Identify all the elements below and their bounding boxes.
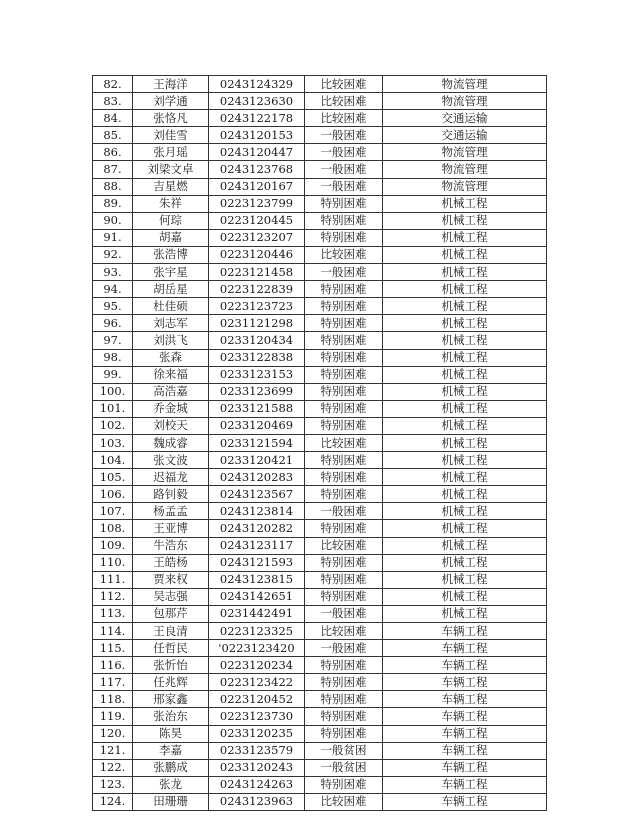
row-index-cell: 98. bbox=[93, 349, 133, 366]
student-name-cell: 吉星燃 bbox=[133, 178, 209, 195]
student-name-cell: 刘志军 bbox=[133, 315, 209, 332]
difficulty-level-cell: 特别困难 bbox=[305, 554, 383, 571]
student-name-cell: 魏成睿 bbox=[133, 434, 209, 451]
major-cell: 物流管理 bbox=[383, 178, 547, 195]
student-name-cell: 刘洪飞 bbox=[133, 332, 209, 349]
difficulty-level-cell: 特别困难 bbox=[305, 452, 383, 469]
difficulty-level-cell: 一般贫困 bbox=[305, 742, 383, 759]
roster-body bbox=[93, 76, 547, 811]
major-cell: 机械工程 bbox=[383, 503, 547, 520]
major-cell: 车辆工程 bbox=[383, 793, 547, 810]
student-id-cell: 0243121593 bbox=[209, 554, 305, 571]
student-id-cell: '0223123420 bbox=[209, 640, 305, 657]
row-index-cell: 106. bbox=[93, 486, 133, 503]
difficulty-level-cell: 比较困难 bbox=[305, 623, 383, 640]
student-id-cell: 0243124329 bbox=[209, 76, 305, 93]
student-name-cell: 邢家鑫 bbox=[133, 691, 209, 708]
table-row bbox=[93, 469, 547, 486]
table-row bbox=[93, 127, 547, 144]
row-index-cell: 105. bbox=[93, 469, 133, 486]
table-row bbox=[93, 110, 547, 127]
major-cell: 机械工程 bbox=[383, 554, 547, 571]
difficulty-level-cell: 特别困难 bbox=[305, 417, 383, 434]
table-row bbox=[93, 486, 547, 503]
student-id-cell: 0243123630 bbox=[209, 93, 305, 110]
student-id-cell: 0243120282 bbox=[209, 520, 305, 537]
student-name-cell: 李嘉 bbox=[133, 742, 209, 759]
major-cell: 机械工程 bbox=[383, 571, 547, 588]
major-cell: 机械工程 bbox=[383, 469, 547, 486]
row-index-cell: 123. bbox=[93, 776, 133, 793]
student-id-cell: 0243123768 bbox=[209, 161, 305, 178]
major-cell: 机械工程 bbox=[383, 520, 547, 537]
major-cell: 车辆工程 bbox=[383, 759, 547, 776]
student-id-cell: 0243120447 bbox=[209, 144, 305, 161]
student-name-cell: 刘梁文卓 bbox=[133, 161, 209, 178]
student-name-cell: 王皓杨 bbox=[133, 554, 209, 571]
difficulty-level-cell: 一般贫困 bbox=[305, 759, 383, 776]
row-index-cell: 88. bbox=[93, 178, 133, 195]
major-cell: 交通运输 bbox=[383, 110, 547, 127]
difficulty-level-cell: 特别困难 bbox=[305, 315, 383, 332]
student-name-cell: 朱祥 bbox=[133, 195, 209, 212]
major-cell: 机械工程 bbox=[383, 366, 547, 383]
row-index-cell: 107. bbox=[93, 503, 133, 520]
table-row bbox=[93, 759, 547, 776]
student-id-cell: 0233123699 bbox=[209, 383, 305, 400]
student-name-cell: 田珊珊 bbox=[133, 793, 209, 810]
row-index-cell: 112. bbox=[93, 588, 133, 605]
row-index-cell: 115. bbox=[93, 640, 133, 657]
row-index-cell: 102. bbox=[93, 417, 133, 434]
row-index-cell: 113. bbox=[93, 605, 133, 622]
student-name-cell: 张文波 bbox=[133, 452, 209, 469]
student-name-cell: 乔金城 bbox=[133, 400, 209, 417]
student-id-cell: 0223123207 bbox=[209, 229, 305, 246]
major-cell: 机械工程 bbox=[383, 281, 547, 298]
major-cell: 机械工程 bbox=[383, 195, 547, 212]
major-cell: 物流管理 bbox=[383, 76, 547, 93]
student-id-cell: 0243120283 bbox=[209, 469, 305, 486]
major-cell: 车辆工程 bbox=[383, 776, 547, 793]
row-index-cell: 93. bbox=[93, 264, 133, 281]
row-index-cell: 94. bbox=[93, 281, 133, 298]
student-id-cell: 0233120235 bbox=[209, 725, 305, 742]
student-name-cell: 任兆辉 bbox=[133, 674, 209, 691]
table-row bbox=[93, 571, 547, 588]
row-index-cell: 119. bbox=[93, 708, 133, 725]
student-id-cell: 0243123567 bbox=[209, 486, 305, 503]
major-cell: 车辆工程 bbox=[383, 691, 547, 708]
student-id-cell: 0243122178 bbox=[209, 110, 305, 127]
major-cell: 机械工程 bbox=[383, 400, 547, 417]
student-id-cell: 0231121298 bbox=[209, 315, 305, 332]
table-row bbox=[93, 605, 547, 622]
table-row bbox=[93, 691, 547, 708]
major-cell: 机械工程 bbox=[383, 605, 547, 622]
student-name-cell: 贾来权 bbox=[133, 571, 209, 588]
student-id-cell: 0243120153 bbox=[209, 127, 305, 144]
difficulty-level-cell: 一般困难 bbox=[305, 127, 383, 144]
student-name-cell: 王亚博 bbox=[133, 520, 209, 537]
student-id-cell: 0233121588 bbox=[209, 400, 305, 417]
row-index-cell: 90. bbox=[93, 212, 133, 229]
student-name-cell: 张鹏成 bbox=[133, 759, 209, 776]
row-index-cell: 118. bbox=[93, 691, 133, 708]
table-row bbox=[93, 332, 547, 349]
row-index-cell: 101. bbox=[93, 400, 133, 417]
major-cell: 车辆工程 bbox=[383, 623, 547, 640]
student-name-cell: 杨孟孟 bbox=[133, 503, 209, 520]
student-name-cell: 王良清 bbox=[133, 623, 209, 640]
student-name-cell: 徐来福 bbox=[133, 366, 209, 383]
major-cell: 机械工程 bbox=[383, 588, 547, 605]
student-name-cell: 胡嘉 bbox=[133, 229, 209, 246]
major-cell: 物流管理 bbox=[383, 93, 547, 110]
row-index-cell: 117. bbox=[93, 674, 133, 691]
table-row bbox=[93, 349, 547, 366]
row-index-cell: 121. bbox=[93, 742, 133, 759]
row-index-cell: 109. bbox=[93, 537, 133, 554]
row-index-cell: 124. bbox=[93, 793, 133, 810]
row-index-cell: 87. bbox=[93, 161, 133, 178]
row-index-cell: 104. bbox=[93, 452, 133, 469]
difficulty-level-cell: 特别困难 bbox=[305, 195, 383, 212]
student-name-cell: 何琮 bbox=[133, 212, 209, 229]
student-name-cell: 张月瑶 bbox=[133, 144, 209, 161]
row-index-cell: 103. bbox=[93, 434, 133, 451]
table-row bbox=[93, 793, 547, 810]
student-id-cell: 0233120469 bbox=[209, 417, 305, 434]
difficulty-level-cell: 特别困难 bbox=[305, 229, 383, 246]
student-id-cell: 0243123814 bbox=[209, 503, 305, 520]
table-row bbox=[93, 229, 547, 246]
student-name-cell: 吴志强 bbox=[133, 588, 209, 605]
student-id-cell: 0223122839 bbox=[209, 281, 305, 298]
table-row bbox=[93, 657, 547, 674]
major-cell: 机械工程 bbox=[383, 332, 547, 349]
student-name-cell: 刘校天 bbox=[133, 417, 209, 434]
table-row bbox=[93, 503, 547, 520]
row-index-cell: 114. bbox=[93, 623, 133, 640]
difficulty-level-cell: 特别困难 bbox=[305, 520, 383, 537]
table-row bbox=[93, 537, 547, 554]
major-cell: 机械工程 bbox=[383, 383, 547, 400]
student-name-cell: 杜佳硕 bbox=[133, 298, 209, 315]
major-cell: 车辆工程 bbox=[383, 708, 547, 725]
table-row bbox=[93, 178, 547, 195]
row-index-cell: 92. bbox=[93, 246, 133, 263]
table-row bbox=[93, 588, 547, 605]
row-index-cell: 122. bbox=[93, 759, 133, 776]
table-row bbox=[93, 434, 547, 451]
student-name-cell: 任哲民 bbox=[133, 640, 209, 657]
difficulty-level-cell: 比较困难 bbox=[305, 434, 383, 451]
difficulty-level-cell: 比较困难 bbox=[305, 246, 383, 263]
major-cell: 车辆工程 bbox=[383, 640, 547, 657]
row-index-cell: 116. bbox=[93, 657, 133, 674]
difficulty-level-cell: 特别困难 bbox=[305, 588, 383, 605]
row-index-cell: 97. bbox=[93, 332, 133, 349]
table-row bbox=[93, 640, 547, 657]
difficulty-level-cell: 比较困难 bbox=[305, 793, 383, 810]
table-row bbox=[93, 554, 547, 571]
difficulty-level-cell: 一般困难 bbox=[305, 178, 383, 195]
major-cell: 机械工程 bbox=[383, 264, 547, 281]
student-id-cell: 0243120167 bbox=[209, 178, 305, 195]
difficulty-level-cell: 比较困难 bbox=[305, 537, 383, 554]
student-name-cell: 张治东 bbox=[133, 708, 209, 725]
major-cell: 机械工程 bbox=[383, 434, 547, 451]
difficulty-level-cell: 一般困难 bbox=[305, 605, 383, 622]
table-row bbox=[93, 315, 547, 332]
student-id-cell: 0223123325 bbox=[209, 623, 305, 640]
student-name-cell: 胡岳星 bbox=[133, 281, 209, 298]
student-id-cell: 0243123117 bbox=[209, 537, 305, 554]
student-id-cell: 0233120434 bbox=[209, 332, 305, 349]
difficulty-level-cell: 特别困难 bbox=[305, 725, 383, 742]
student-id-cell: 0233122838 bbox=[209, 349, 305, 366]
student-id-cell: 0223123723 bbox=[209, 298, 305, 315]
student-name-cell: 张忻怡 bbox=[133, 657, 209, 674]
row-index-cell: 82. bbox=[93, 76, 133, 93]
difficulty-level-cell: 特别困难 bbox=[305, 349, 383, 366]
difficulty-level-cell: 比较困难 bbox=[305, 110, 383, 127]
table-row bbox=[93, 212, 547, 229]
table-row bbox=[93, 246, 547, 263]
table-row bbox=[93, 195, 547, 212]
difficulty-level-cell: 特别困难 bbox=[305, 674, 383, 691]
difficulty-level-cell: 比较困难 bbox=[305, 93, 383, 110]
table-row bbox=[93, 725, 547, 742]
major-cell: 物流管理 bbox=[383, 144, 547, 161]
student-name-cell: 牛浩东 bbox=[133, 537, 209, 554]
table-row bbox=[93, 298, 547, 315]
difficulty-level-cell: 一般困难 bbox=[305, 144, 383, 161]
student-id-cell: 0223120446 bbox=[209, 246, 305, 263]
major-cell: 物流管理 bbox=[383, 161, 547, 178]
difficulty-level-cell: 特别困难 bbox=[305, 657, 383, 674]
major-cell: 车辆工程 bbox=[383, 742, 547, 759]
row-index-cell: 83. bbox=[93, 93, 133, 110]
major-cell: 机械工程 bbox=[383, 537, 547, 554]
student-id-cell: 0223121458 bbox=[209, 264, 305, 281]
student-id-cell: 0243123963 bbox=[209, 793, 305, 810]
student-name-cell: 张森 bbox=[133, 349, 209, 366]
difficulty-level-cell: 特别困难 bbox=[305, 383, 383, 400]
difficulty-level-cell: 一般困难 bbox=[305, 264, 383, 281]
major-cell: 机械工程 bbox=[383, 212, 547, 229]
major-cell: 机械工程 bbox=[383, 452, 547, 469]
student-id-cell: 0243124263 bbox=[209, 776, 305, 793]
row-index-cell: 84. bbox=[93, 110, 133, 127]
difficulty-level-cell: 特别困难 bbox=[305, 708, 383, 725]
table-row bbox=[93, 776, 547, 793]
table-row bbox=[93, 742, 547, 759]
student-id-cell: 0223120234 bbox=[209, 657, 305, 674]
row-index-cell: 95. bbox=[93, 298, 133, 315]
table-row bbox=[93, 452, 547, 469]
student-name-cell: 王海洋 bbox=[133, 76, 209, 93]
student-id-cell: 0223120452 bbox=[209, 691, 305, 708]
major-cell: 机械工程 bbox=[383, 417, 547, 434]
difficulty-level-cell: 特别困难 bbox=[305, 571, 383, 588]
table-row bbox=[93, 366, 547, 383]
student-id-cell: 0223123799 bbox=[209, 195, 305, 212]
student-id-cell: 0223123422 bbox=[209, 674, 305, 691]
difficulty-level-cell: 特别困难 bbox=[305, 469, 383, 486]
table-row bbox=[93, 417, 547, 434]
student-id-cell: 0243142651 bbox=[209, 588, 305, 605]
student-id-cell: 0233123579 bbox=[209, 742, 305, 759]
student-name-cell: 迟福龙 bbox=[133, 469, 209, 486]
major-cell: 车辆工程 bbox=[383, 725, 547, 742]
difficulty-level-cell: 一般困难 bbox=[305, 503, 383, 520]
row-index-cell: 99. bbox=[93, 366, 133, 383]
student-name-cell: 陈昊 bbox=[133, 725, 209, 742]
table-row bbox=[93, 674, 547, 691]
row-index-cell: 86. bbox=[93, 144, 133, 161]
difficulty-level-cell: 一般困难 bbox=[305, 640, 383, 657]
major-cell: 机械工程 bbox=[383, 229, 547, 246]
table-row bbox=[93, 383, 547, 400]
student-id-cell: 0231442491 bbox=[209, 605, 305, 622]
row-index-cell: 85. bbox=[93, 127, 133, 144]
major-cell: 机械工程 bbox=[383, 298, 547, 315]
major-cell: 车辆工程 bbox=[383, 657, 547, 674]
difficulty-level-cell: 一般困难 bbox=[305, 161, 383, 178]
difficulty-level-cell: 特别困难 bbox=[305, 298, 383, 315]
table-row bbox=[93, 708, 547, 725]
row-index-cell: 91. bbox=[93, 229, 133, 246]
difficulty-level-cell: 比较困难 bbox=[305, 76, 383, 93]
difficulty-level-cell: 特别困难 bbox=[305, 212, 383, 229]
difficulty-level-cell: 特别困难 bbox=[305, 400, 383, 417]
student-name-cell: 包那芹 bbox=[133, 605, 209, 622]
major-cell: 机械工程 bbox=[383, 349, 547, 366]
student-name-cell: 张浩博 bbox=[133, 246, 209, 263]
table-row bbox=[93, 93, 547, 110]
major-cell: 车辆工程 bbox=[383, 674, 547, 691]
major-cell: 交通运输 bbox=[383, 127, 547, 144]
table-row bbox=[93, 76, 547, 93]
difficulty-level-cell: 特别困难 bbox=[305, 332, 383, 349]
difficulty-level-cell: 特别困难 bbox=[305, 281, 383, 298]
student-name-cell: 高浩嘉 bbox=[133, 383, 209, 400]
student-name-cell: 刘学通 bbox=[133, 93, 209, 110]
major-cell: 机械工程 bbox=[383, 315, 547, 332]
student-id-cell: 0243123815 bbox=[209, 571, 305, 588]
student-name-cell: 张宇星 bbox=[133, 264, 209, 281]
row-index-cell: 89. bbox=[93, 195, 133, 212]
student-id-cell: 0223120445 bbox=[209, 212, 305, 229]
student-roster-table bbox=[92, 75, 547, 811]
student-name-cell: 张龙 bbox=[133, 776, 209, 793]
student-id-cell: 0233121594 bbox=[209, 434, 305, 451]
student-id-cell: 0223123730 bbox=[209, 708, 305, 725]
major-cell: 机械工程 bbox=[383, 486, 547, 503]
student-name-cell: 张恪凡 bbox=[133, 110, 209, 127]
row-index-cell: 108. bbox=[93, 520, 133, 537]
table-row bbox=[93, 161, 547, 178]
major-cell: 机械工程 bbox=[383, 246, 547, 263]
student-id-cell: 0233120243 bbox=[209, 759, 305, 776]
difficulty-level-cell: 特别困难 bbox=[305, 776, 383, 793]
row-index-cell: 111. bbox=[93, 571, 133, 588]
table-row bbox=[93, 520, 547, 537]
row-index-cell: 120. bbox=[93, 725, 133, 742]
table-row bbox=[93, 623, 547, 640]
row-index-cell: 110. bbox=[93, 554, 133, 571]
table-row bbox=[93, 281, 547, 298]
table-row bbox=[93, 400, 547, 417]
student-name-cell: 路钊毅 bbox=[133, 486, 209, 503]
difficulty-level-cell: 特别困难 bbox=[305, 366, 383, 383]
table-row bbox=[93, 144, 547, 161]
row-index-cell: 96. bbox=[93, 315, 133, 332]
student-id-cell: 0233120421 bbox=[209, 452, 305, 469]
student-name-cell: 刘佳雪 bbox=[133, 127, 209, 144]
student-id-cell: 0233123153 bbox=[209, 366, 305, 383]
table-row bbox=[93, 264, 547, 281]
difficulty-level-cell: 特别困难 bbox=[305, 691, 383, 708]
row-index-cell: 100. bbox=[93, 383, 133, 400]
difficulty-level-cell: 特别困难 bbox=[305, 486, 383, 503]
